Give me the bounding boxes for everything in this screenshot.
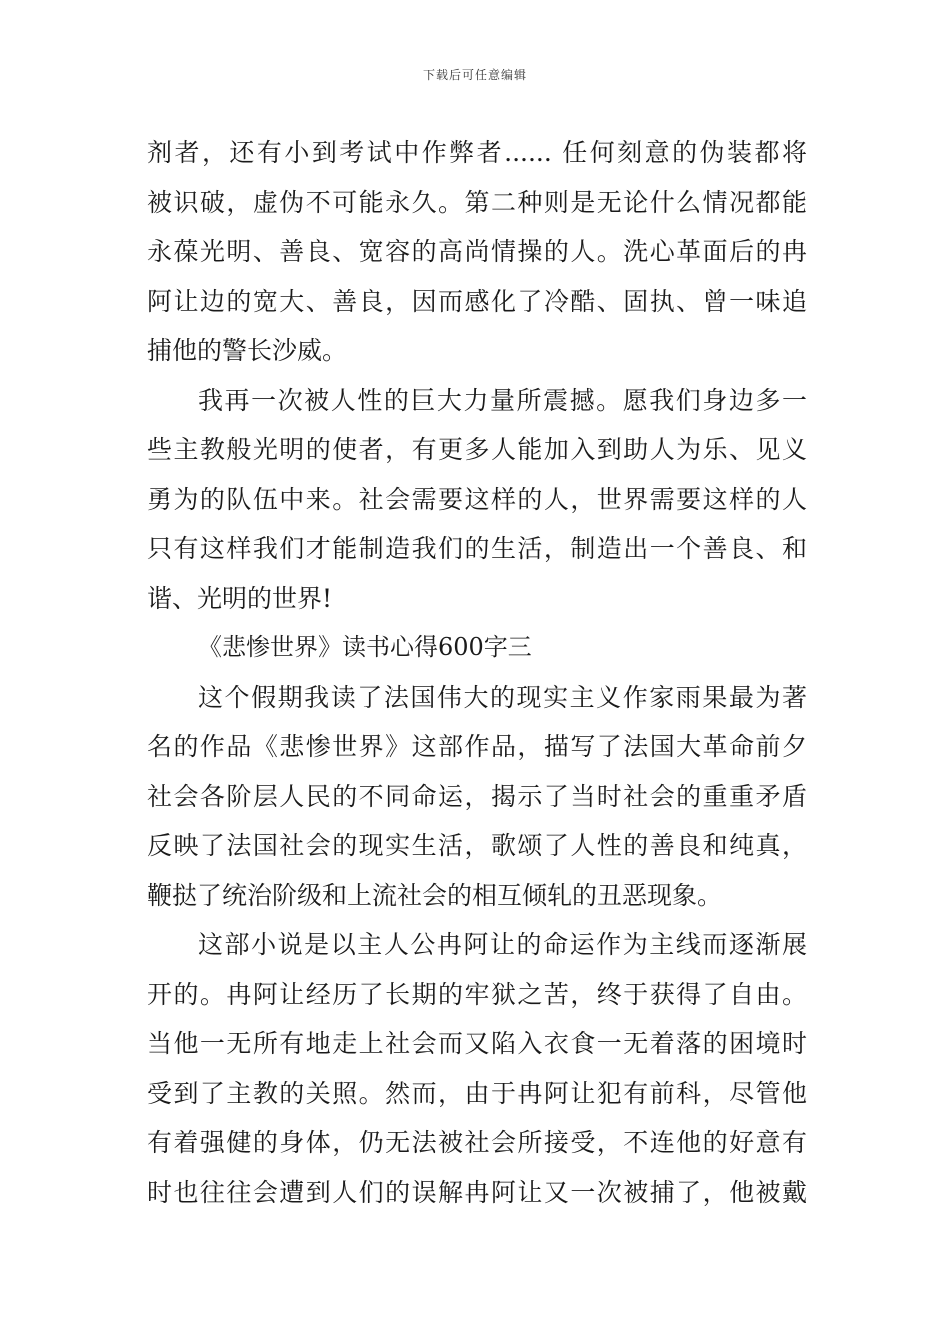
paragraph-first-line: 这部小说是以主人公冉阿让的命运作为主线而逐渐展 [198, 930, 807, 959]
document-body [147, 128, 807, 1217]
text-line: 当他一无所有地走上社会而又陷入衣食一无着落的困境时 [147, 1029, 807, 1058]
paragraph-first-line: 这个假期我读了法国伟大的现实主义作家雨果最为著 [198, 682, 807, 712]
text-line: 只有这样我们才能制造我们的生活，制造出一个善良、和 [147, 534, 807, 563]
text-line: 谐、光明的世界! [147, 583, 333, 613]
text-line: 有着强健的身体，仍无法被社会所接受，不连他的好意有 [147, 1128, 807, 1157]
text-line: 反映了法国社会的现实生活，歌颂了人性的善良和纯真， [147, 831, 807, 860]
text-line: 捕他的警长沙威。 [147, 336, 348, 365]
text-line: 开的。冉阿让经历了长期的牢狱之苦，终于获得了自由。 [147, 979, 807, 1009]
text-line: 阿让边的宽大、善良，因而感化了冷酷、固执、曾一味追 [147, 286, 807, 316]
paragraph-first-line: 我再一次被人性的巨大力量所震撼。愿我们身边多一 [198, 385, 807, 415]
text-line: 鞭挞了统治阶级和上流社会的相互倾轧的丑恶现象。 [147, 880, 723, 910]
text-line: 被识破，虚伪不可能永久。第二种则是无论什么情况都能 [147, 187, 807, 217]
text-line: 勇为的队伍中来。社会需要这样的人，世界需要这样的人 [147, 484, 807, 514]
page-header: 下载后可任意编辑 [422, 68, 527, 82]
text-line: 时也往往会遭到人们的误解冉阿让又一次被捕了，他被戴 [147, 1177, 807, 1207]
text-line: 社会各阶层人民的不同命运，揭示了当时社会的重重矛盾 [147, 781, 807, 811]
text-line: 受到了主教的关照。然而，由于冉阿让犯有前科，尽管他 [147, 1078, 807, 1108]
text-line: 剂者，还有小到考试中作弊者...... 任何刻意的伪装都将 [147, 138, 807, 167]
text-line: 永葆光明、善良、宽容的高尚情操的人。洗心革面后的冉 [147, 237, 807, 266]
text-line: 名的作品《悲惨世界》这部作品，描写了法国大革命前夕 [147, 732, 807, 761]
section-heading: 《悲惨世界》读书心得600字三 [198, 633, 532, 661]
text-line: 些主教般光明的使者，有更多人能加入到助人为乐、见义 [147, 435, 807, 464]
